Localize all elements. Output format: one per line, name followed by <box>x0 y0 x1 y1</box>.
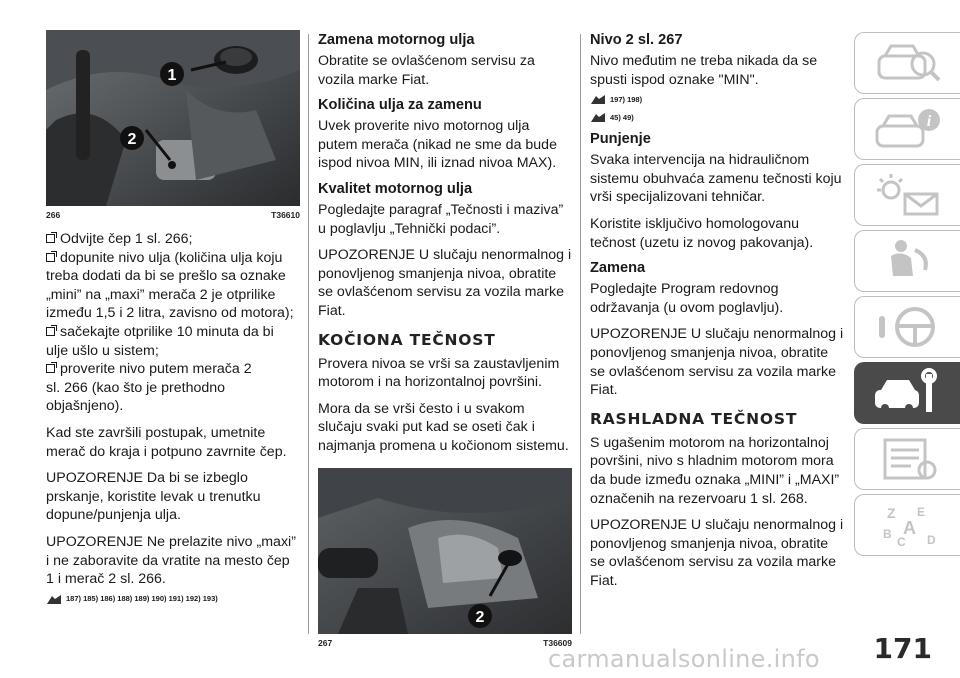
column-left <box>46 30 300 605</box>
specs-list-icon <box>871 434 945 484</box>
section-brake-fluid: KOČIONA TEČNOST <box>318 330 496 349</box>
svg-text:D: D <box>926 533 936 547</box>
tab-warning-lights[interactable] <box>854 164 960 226</box>
tab-dashboard[interactable] <box>854 32 960 94</box>
brake-fluid-photo <box>318 468 572 634</box>
tab-index[interactable] <box>854 494 960 556</box>
paragraph: Mora da se vrši često i u svakom slučaju svaki put kad se oseti čak i najmanja promena u kočionom sistemu. <box>318 400 569 454</box>
index-alphabet-icon <box>871 500 945 550</box>
figure-267 <box>318 468 572 634</box>
tab-maintenance[interactable] <box>854 362 960 424</box>
svg-text:A: A <box>902 518 916 538</box>
hand-warning-icon <box>590 93 606 105</box>
steering-wheel-icon <box>871 302 945 352</box>
paragraph: Pogledajte Program redovnog održavanja (u ovom poglavlju). <box>590 281 784 316</box>
tab-safety[interactable] <box>854 230 960 292</box>
svg-text:1: 1 <box>167 67 177 84</box>
hand-warning-icon <box>46 593 62 605</box>
step-checkbox-icon <box>46 327 55 336</box>
warning-references: 187) 185) 186) 188) 189) 190) 191) 192) 193) <box>46 593 300 605</box>
warning-paragraph: UPOZORENJE U slučaju nenormalnog i ponovljenog smanjenja nivoa, obratite se ovlašćenom servisu za vozila marke Fiat. <box>590 517 844 589</box>
heading-oil-quantity: Količina ulja za zamenu <box>318 97 482 114</box>
paragraph: Nivo međutim ne treba nikada da se spusti ispod oznake "MIN". <box>590 53 818 88</box>
figure-number: 266 <box>46 210 61 220</box>
caution-references: 45) 49) <box>590 111 844 123</box>
seat-airbag-icon <box>871 236 945 286</box>
paragraph: Pogledajte paragraf „Tečnosti i maziva” u poglavlju „Tehnički podaci”. <box>318 201 564 237</box>
warning-lights-icon <box>871 170 945 220</box>
step-text: ulje ušlo u sistem; <box>46 342 159 359</box>
paragraph: Obratite se ovlašćenom servisu za vozila marke Fiat. <box>318 53 535 88</box>
figure-code: T36609 <box>543 637 572 648</box>
page-number: 171 <box>873 632 932 665</box>
tab-car-info[interactable] <box>854 98 960 160</box>
step-item: Odvijte čep 1 sl. 266; <box>46 230 300 249</box>
paragraph: Koristite isključivo homologovanu tečnost (uzetu iz novog pakovanja). <box>590 215 814 251</box>
figure-number: 267 <box>318 637 333 648</box>
svg-text:2: 2 <box>475 608 485 626</box>
warning-references: 197) 198) <box>590 93 844 105</box>
step-text: treba dodati da bi se prešlo sa oznake „mini” na „maxi” merača 2 je otprilike između 1,5 i 2 litra, zavisno od motora); <box>46 268 294 322</box>
svg-text:E: E <box>916 505 925 519</box>
warning-paragraph: UPOZORENJE U slučaju nenormalnog i ponovljenog smanjenja nivoa, obratite se ovlašćenom servisu za vozila marke Fiat. <box>318 247 572 319</box>
column-divider <box>308 34 309 634</box>
warning-paragraph: UPOZORENJE Da bi se izbeglo prskanje, koristite levak u trenutku dopune/punjenja ulja. <box>46 470 261 524</box>
figure-caption <box>318 638 572 648</box>
step-checkbox-icon <box>46 364 55 373</box>
svg-text:C: C <box>896 535 906 549</box>
step-checkbox-icon <box>46 234 55 243</box>
heading-filling: Punjenje <box>590 131 651 148</box>
paragraph: Provera nivoa se vrši sa zaustavljenim motorom i na horizontalnoj površini. <box>318 355 560 391</box>
svg-text:i: i <box>926 113 931 130</box>
warning-paragraph: UPOZORENJE Ne prelazite nivo „maxi” i ne zaboravite da vratite na mesto čep 1 i merač 2 sl. 266. <box>46 533 296 588</box>
chapter-tabs <box>854 32 960 560</box>
tab-driving[interactable] <box>854 296 960 358</box>
svg-text:B: B <box>882 527 892 541</box>
heading-oil-quality: Kvalitet motornog ulja <box>318 180 473 197</box>
warning-paragraph: UPOZORENJE U slučaju nenormalnog i ponovljenog smanjenja nivoa, obratite se ovlašćenom servisu za vozila marke Fiat. <box>590 326 844 399</box>
svg-text:2: 2 <box>127 131 137 148</box>
section-coolant: RASHLADNA TEČNOST <box>590 409 798 428</box>
column-middle <box>318 30 572 658</box>
paragraph: S ugašenim motorom na horizontalnoj površini, nivo s hladnim motorom mora da bude između oznaka „MINI” i „MAXI” označenih na rezervoaru 1 sl. 268. <box>590 434 840 507</box>
heading-replacement: Zamena <box>590 260 646 277</box>
caution-icon <box>590 111 606 123</box>
watermark: carmanualsonline.info <box>548 645 820 673</box>
engine-oil-photo <box>46 30 300 206</box>
heading-level: Nivo 2 sl. 267 <box>590 32 683 48</box>
step-item: sačekajte otprilike 10 minuta da bi <box>46 323 300 342</box>
figure-caption <box>46 210 300 220</box>
figure-266 <box>46 30 300 206</box>
column-right <box>590 30 844 590</box>
car-dashboard-icon <box>871 38 945 88</box>
step-item: dopunite nivo ulja (količina ulja koju <box>46 249 300 268</box>
paragraph: Svaka intervencija na hidrauličnom sistemu obuhvaća zamenu tečnosti koju vrši specijalizovani tehničar. <box>590 152 842 206</box>
paragraph: Kad ste završili postupak, umetnite merač do kraja i potpuno zavrnite čep. <box>46 424 287 460</box>
car-wrench-icon <box>871 368 945 418</box>
figure-code: T36610 <box>271 210 300 220</box>
tab-specs[interactable] <box>854 428 960 490</box>
heading-oil-change: Zamena motornog ulja <box>318 32 475 48</box>
step-checkbox-icon <box>46 253 55 262</box>
step-text: sl. 266 (kao što je prethodno objašnjeno). <box>46 379 226 415</box>
car-info-icon <box>871 104 945 154</box>
column-divider <box>580 34 581 634</box>
paragraph: Uvek proverite nivo motornog ulja putem merača (nikad ne sme da bude ispod nivoa MIN, ili iznad nivoa MAX). <box>318 118 557 172</box>
svg-text:Z: Z <box>886 505 896 521</box>
step-item: proverite nivo putem merača 2 <box>46 360 300 379</box>
